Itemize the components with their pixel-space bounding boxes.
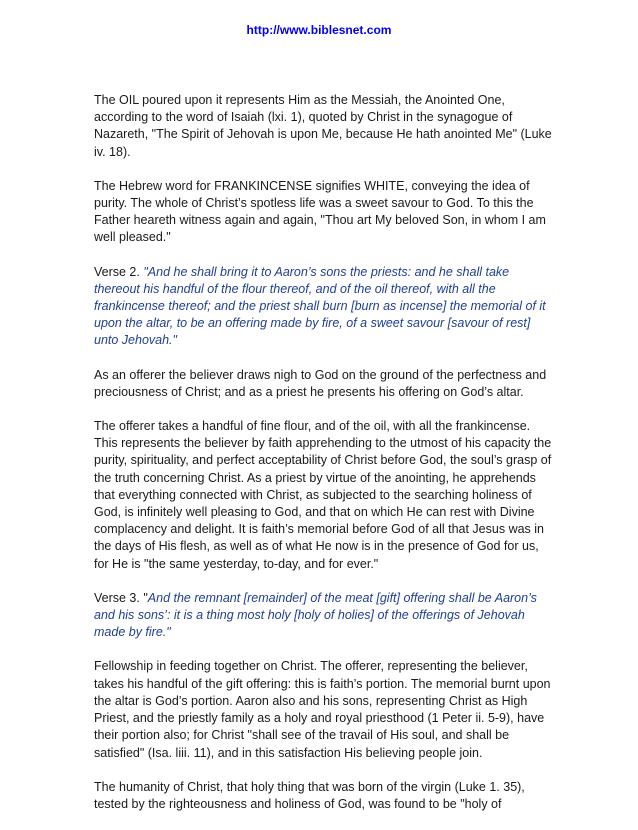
paragraph-fellowship: Fellowship in feeding together on Christ. The offerer, representing the believer, takes his handful of the gift offering: this is faith’s portion. The memorial burnt upon the altar is God’s portion. Aaron also and his sons, representing Christ as High Priest, and the priestly family as a holy and royal priesthood (1 Peter ii. 5-9), have their portion also; for Christ "shall see of the travail of His soul, and shall be satisfied" (Isa. liii. 11), and in this satisfaction His believing people join. <box>94 659 551 760</box>
verse-2-label: Verse 2. <box>94 264 144 279</box>
paragraph-oil: The OIL poured upon it represents Him as the Messiah, the Anointed One, according to the word of Isaiah (lxi. 1), quoted by Christ in the synagogue of Nazareth, "The Spirit of Jehovah is upon Me, because He hath anointed Me" (Luke iv. 18). <box>94 93 552 159</box>
paragraph-verse-2 <box>94 264 554 350</box>
verse-2-quote: "And he shall bring it to Aaron’s sons the priests: and he shall take thereout his handful of the flour thereof, and of the oil thereof, with all the frankincense thereof; and the priest shall burn [burn as incense] the memorial of it upon the altar, to be an offering made by fire, of a sweet savour [savour of rest] unto Jehovah." <box>94 264 546 348</box>
paragraph-handful: The offerer takes a handful of fine flour, and of the oil, with all the frankincense. This represents the believer by faith apprehending to the utmost of his capacity the purity, spirituality, and perfect acceptability of Christ before God, the soul’s grasp of the truth concerning Christ. As a priest by virtue of the anointing, he apprehends that everything connected with Christ, as subjected to the searching holiness of God, is infinitely well pleasing to God, and that on which He can rest with Divine complacency and delight. It is faith’s memorial before God of all that Jesus was in the days of His flesh, as well as of what He now is in the presence of God for us, for He is "the same yesterday, to-day, and for ever." <box>94 419 552 571</box>
document-body <box>94 92 554 830</box>
site-url-link[interactable]: http://www.biblesnet.com <box>246 23 392 37</box>
verse-3-quote: And the remnant [remainder] of the meat [gift] offering shall be Aaron’s and his sons’: it is a thing most holy [holy of holies] of the offerings of Jehovah made by fire." <box>94 590 537 640</box>
verse-3-label: Verse 3. " <box>94 590 148 605</box>
paragraph-humanity: The humanity of Christ, that holy thing that was born of the virgin (Luke 1. 35), tested by the righteousness and holiness of God, was found to be "holy of <box>94 779 525 811</box>
paragraph-frankincense: The Hebrew word for FRANKINCENSE signifies WHITE, conveying the idea of purity. The whole of Christ’s spotless life was a sweet savour to God. To this the Father heareth witness again and again, "Thou art My beloved Son, in whom I am well pleased." <box>94 178 546 245</box>
paragraph-verse-3 <box>94 590 554 642</box>
paragraph-offerer: As an offerer the believer draws nigh to God on the ground of the perfectness and preciousness of Christ; and as a priest he presents his offering on God’s altar. <box>94 367 547 399</box>
